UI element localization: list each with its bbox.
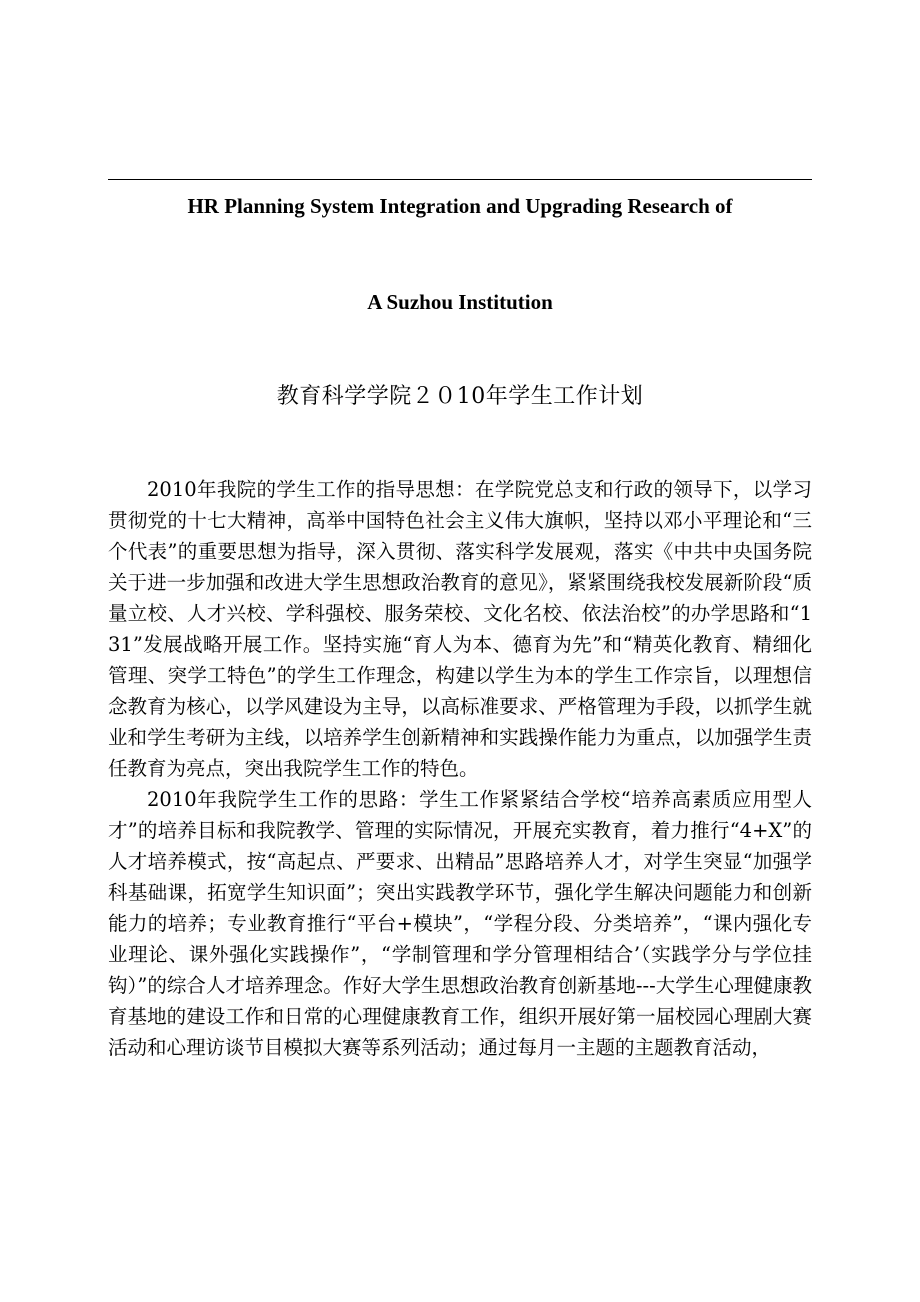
paragraph-work-approach: 2010年我院学生工作的思路：学生工作紧紧结合学校“培养高素质应用型人才”的培养目标和我院教学、管理的实际情况，开展充实教育，着力推行“4+X”的人才培养模式，按“高起点、严要求、出精品”思路培养人才，对学生突显“加强学科基础课，拓宽学生知识面”；突出实践教学环节，强化学生解决问题能力和创新能力的培养；专业教育推行“平台+模块”，“学程分段、分类培养”，“课内强化专业理论、课外强化实践操作”，“学制管理和学分管理相结合’（实践学分与学位挂钩）”的综合人才培养理念。作好大学生思想政治教育创新基地---大学生心理健康教育基地的建设工作和日常的心理健康教育工作，组织开展好第一届校园心理剧大赛活动和心理访谈节目模拟大赛等系列活动；通过每月一主题的主题教育活动，: [108, 788, 812, 1059]
document-body: [108, 474, 812, 1063]
chinese-document-title: 教育科学学院２０10年学生工作计划: [276, 384, 644, 409]
english-title-line-2: A Suzhou Institution: [367, 290, 553, 314]
paragraph-guiding-ideology: 2010年我院的学生工作的指导思想：在学院党总支和行政的领导下，以学习贯彻党的十七大精神，高举中国特色社会主义伟大旗帜，坚持以邓小平理论和“三个代表”的重要思想为指导，深入贯彻、落实科学发展观，落实《中共中央国务院关于进一步加强和改进大学生思想政治教育的意见》，紧紧围绕我校发展新阶段“质量立校、人才兴校、学科强校、服务荣校、文化名校、依法治校”的办学思路和“131”发展战略开展工作。坚持实施“育人为本、德育为先”和“精英化教育、精细化管理、突学工特色”的学生工作理念，构建以学生为本的学生工作宗旨，以理想信念教育为核心，以学风建设为主导，以高标准要求、严格管理为手段，以抓学生就业和学生考研为主线，以培养学生创新精神和实践操作能力为重点，以加强学生责任教育为亮点，突出我院学生工作的特色。: [108, 478, 812, 780]
english-title-line-1: HR Planning System Integration and Upgrading Research of: [187, 194, 733, 218]
header-rule: [108, 179, 812, 180]
